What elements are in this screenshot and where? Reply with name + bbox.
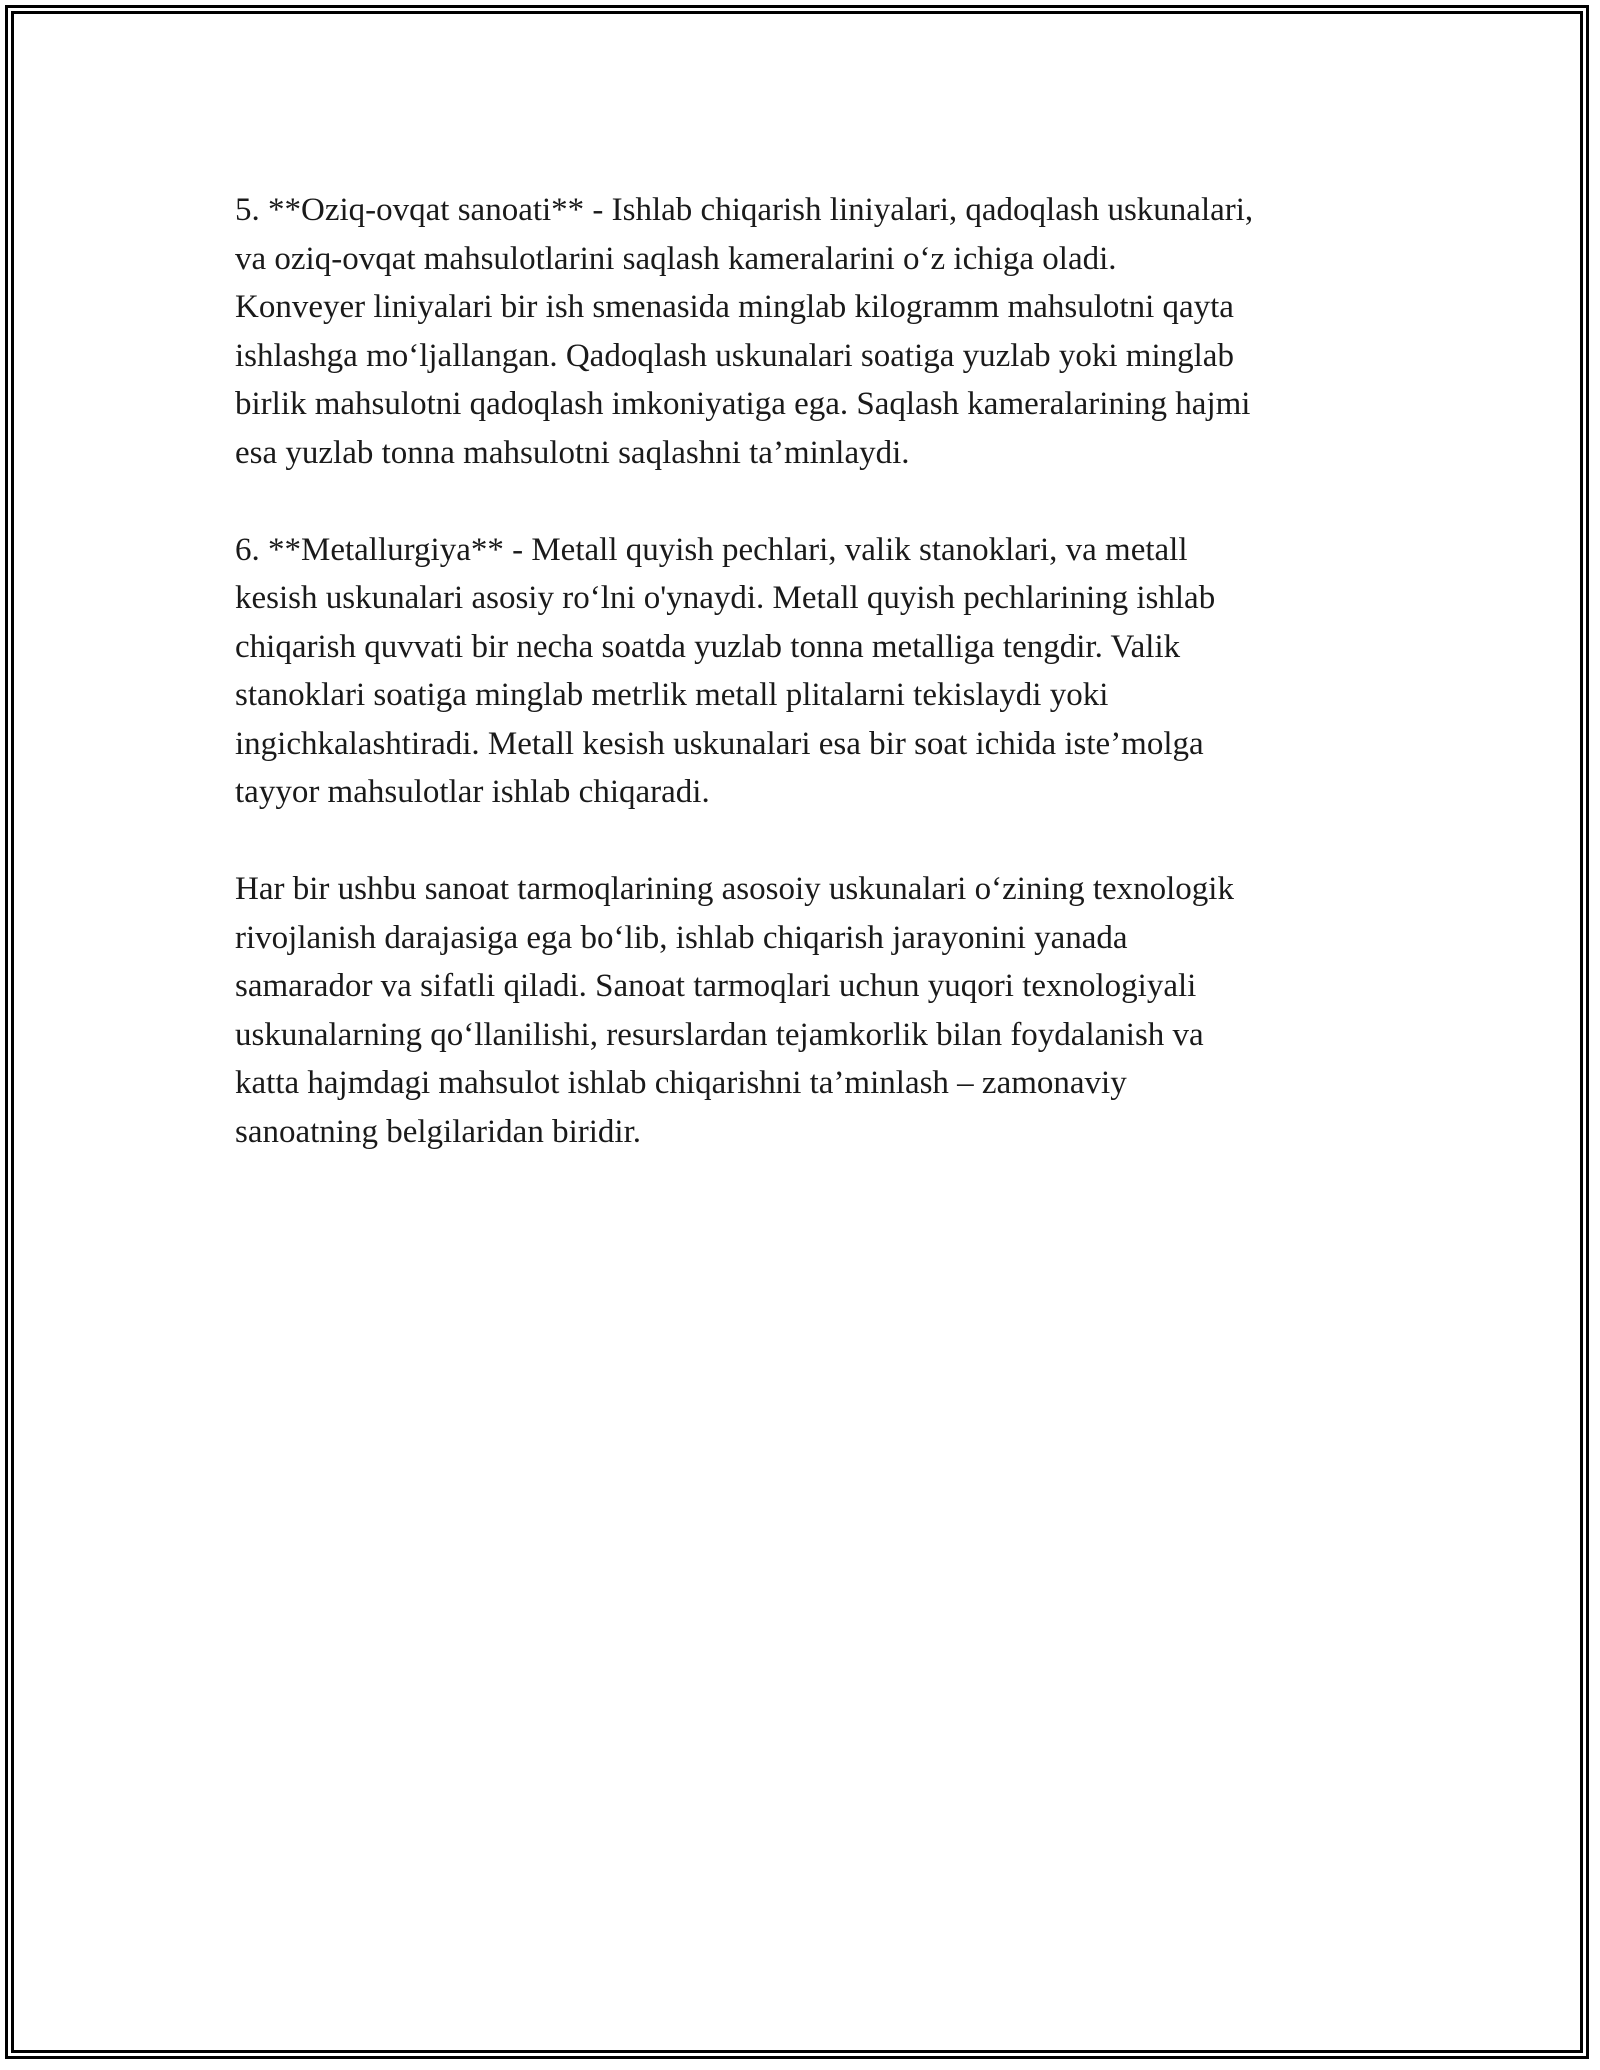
paragraph-conclusion	[235, 865, 1385, 1156]
text-line: birlik mahsulotni qadoqlash imkoniyatiga ega. Saqlash kameralarining hajmi	[235, 386, 1251, 422]
text-line: uskunalarning qo‘llanilishi, resurslardan tejamkorlik bilan foydalanish va	[235, 1016, 1204, 1053]
paragraph-metallurgy	[235, 526, 1385, 817]
text-line: sanoatning belgilaridan biridir.	[235, 1113, 641, 1150]
paragraph-food-industry	[235, 186, 1385, 477]
text-line: Konveyer liniyalari bir ish smenasida minglab kilogramm mahsulotni qayta	[235, 289, 1234, 325]
text-line: kesish uskunalari asosiy ro‘lni o'ynaydi. Metall quyish pechlarining ishlab	[235, 580, 1216, 616]
text-line: chiqarish quvvati bir necha soatda yuzlab tonna metalliga tengdir. Valik	[235, 628, 1181, 665]
text-line: 6. **Metallurgiya** - Metall quyish pechlari, valik stanoklari, va metall	[235, 531, 1188, 568]
text-line: ingichkalashtiradi. Metall kesish uskunalari esa bir soat ichida iste’molga	[235, 725, 1204, 762]
text-line: ishlashga mo‘ljallangan. Qadoqlash uskunalari soatiga yuzlab yoki minglab	[235, 337, 1234, 374]
text-line: 5. **Oziq-ovqat sanoati** - Ishlab chiqarish liniyalari, qadoqlash uskunalari,	[235, 192, 1254, 228]
text-line: va oziq-ovqat mahsulotlarini saqlash kameralarini o‘z ichiga oladi.	[235, 240, 1117, 277]
text-line: samarador va sifatli qiladi. Sanoat tarmoqlari uchun yuqori texnologiyali	[235, 968, 1197, 1004]
text-line: stanoklari soatiga minglab metrlik metall plitalarni tekislaydi yoki	[235, 677, 1109, 713]
text-line: katta hajmdagi mahsulot ishlab chiqarishni ta’minlash – zamonaviy	[235, 1065, 1127, 1101]
text-line: tayyor mahsulotlar ishlab chiqaradi.	[235, 774, 710, 810]
text-line: esa yuzlab tonna mahsulotni saqlashni ta’minlaydi.	[235, 434, 910, 471]
text-line: rivojlanish darajasiga ega bo‘lib, ishlab chiqarish jarayonini yanada	[235, 919, 1128, 956]
document-body	[235, 186, 1385, 1205]
text-line: Har bir ushbu sanoat tarmoqlarining asosoiy uskunalari o‘zining texnologik	[235, 871, 1234, 907]
